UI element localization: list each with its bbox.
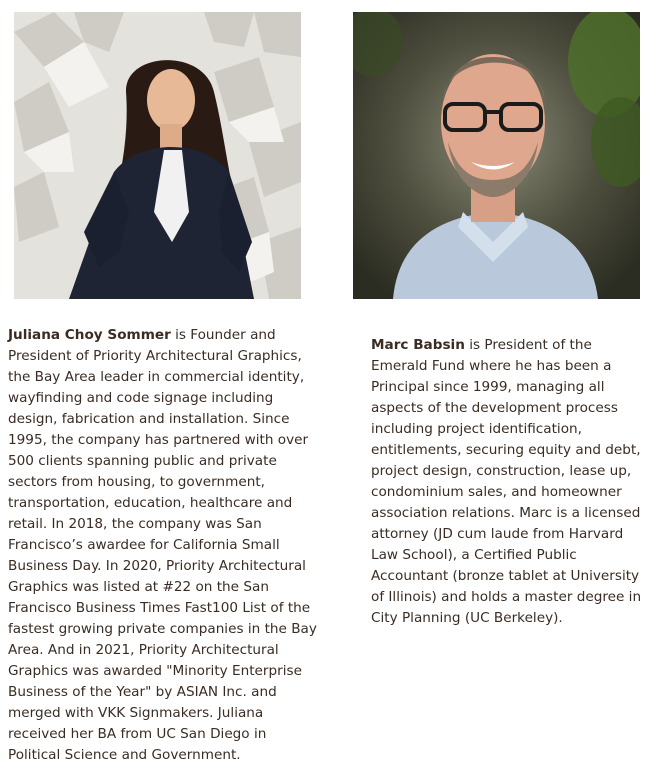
bio-juliana: [8, 325, 317, 766]
bio-line: Graphics was awarded "Minority Enterprise: [8, 663, 302, 679]
bio-line: sectors from housing, to government,: [8, 474, 265, 490]
person-name: Juliana Choy Sommer: [8, 327, 171, 343]
bio-line: project design, construction, lease up,: [371, 463, 632, 479]
bio-line: President of Priority Architectural Graphics,: [8, 348, 302, 364]
bio-line: association relations. Marc is a licensed: [371, 505, 641, 521]
bio-line: attorney (JD cum laude from Harvard: [371, 526, 624, 542]
bio-line: of Illinois) and holds a master degree in: [371, 589, 642, 605]
bio-line: City Planning (UC Berkeley).: [371, 610, 563, 626]
portrait-photo-juliana: [14, 12, 301, 299]
bio-line: including project identification,: [371, 421, 582, 437]
bio-line: 1995, the company has partnered with over: [8, 432, 309, 448]
bio-marc: [371, 335, 641, 629]
bio-line: Political Science and Government.: [8, 747, 241, 763]
bio-line: Area. And in 2021, Priority Architectural: [8, 642, 279, 658]
bio-line: aspects of the development process: [371, 400, 618, 416]
bio-line: Principal since 1999, managing all: [371, 379, 605, 395]
bio-line: Business Day. In 2020, Priority Architectural: [8, 558, 306, 574]
bio-line: Graphics was listed at #22 on the San: [8, 579, 269, 595]
bio-line: wayfinding and code signage including: [8, 390, 274, 406]
bio-line: Accountant (bronze tablet at University: [371, 568, 640, 584]
bio-line: transportation, education, healthcare and: [8, 495, 293, 511]
bio-line: Emerald Fund where he has been a: [371, 358, 612, 374]
bio-line: 500 clients spanning public and private: [8, 453, 277, 469]
portrait-photo-marc: [353, 12, 640, 299]
bio-line: Law School), a Certified Public: [371, 547, 577, 563]
bio-line: design, fabrication and installation. Since: [8, 411, 290, 427]
bio-line: Marc Babsin is President of the: [371, 337, 592, 353]
bio-line: Francisco’s awardee for California Small: [8, 537, 280, 553]
bio-line: retail. In 2018, the company was San: [8, 516, 262, 532]
bio-line: the Bay Area leader in commercial identity,: [8, 369, 305, 385]
bio-line: entitlements, securing equity and debt,: [371, 442, 641, 458]
bio-line: Business of the Year" by ASIAN Inc. and: [8, 684, 277, 700]
bio-line: received her BA from UC San Diego in: [8, 726, 267, 742]
bio-line: Francisco Business Times Fast100 List of the: [8, 600, 311, 616]
bio-line: condominium sales, and homeowner: [371, 484, 622, 500]
bio-line: Juliana Choy Sommer is Founder and: [8, 327, 276, 343]
person-name: Marc Babsin: [371, 337, 465, 353]
bio-line: fastest growing private companies in the Bay: [8, 621, 317, 637]
bio-line: merged with VKK Signmakers. Juliana: [8, 705, 264, 721]
